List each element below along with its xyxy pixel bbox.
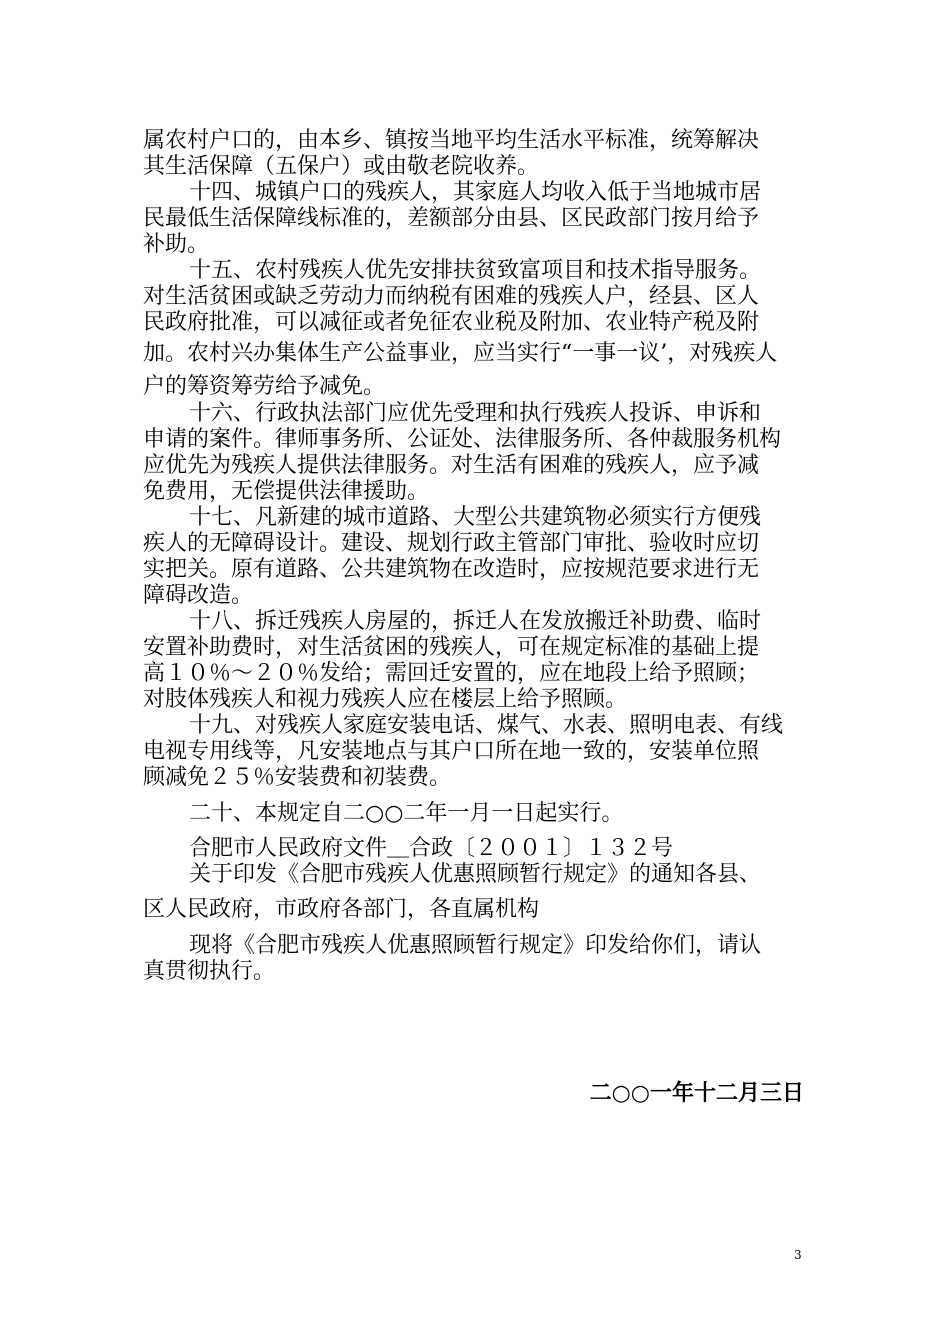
text-line: 对生活贫困或缺乏劳动力而纳税有困难的残疾人户，经县、区人	[143, 284, 760, 309]
paragraph-16-start: 十六、行政执法部门应优先受理和执行残疾人投诉、申诉和	[189, 401, 762, 426]
paragraph-19-start: 十九、对残疾人家庭安装电话、煤气、水表、照明电表、有线	[189, 713, 784, 738]
text-line: 真贯彻执行。	[143, 959, 276, 984]
text-line: 申请的案件。律师事务所、公证处、法律服务所、各仲裁服务机构	[143, 427, 782, 452]
paragraph-17-start: 十七、凡新建的城市道路、大型公共建筑物必须实行方便残	[189, 505, 762, 530]
paragraph-15-start: 十五、农村残疾人优先安排扶贫致富项目和技术指导服务。	[189, 258, 762, 283]
notice-title-line: 关于印发《合肥市残疾人优惠照顾暂行规定》的通知各县、	[189, 862, 762, 887]
issue-date: 二○○一年十二月三日	[589, 1080, 804, 1106]
text-line: 加。农村兴办集体生产公益事业，应当实行“一事一议’，对残疾人	[143, 341, 778, 366]
text-line: 免费用，无偿提供法律援助。	[143, 479, 430, 504]
paragraph-20: 二十、本规定自二○○二年一月一日起实行。	[189, 801, 624, 826]
paragraph-18-start: 十八、拆迁残疾人房屋的，拆迁人在发放搬迁补助费、临时	[189, 609, 762, 634]
text-line: 安置补助费时，对生活贫困的残疾人，可在规定标准的基础上提	[143, 635, 760, 660]
text-line: 高１０％～２０％发给；需回迁安置的，应在地段上给予照顾；	[143, 661, 760, 686]
text-line: 补助。	[143, 232, 210, 257]
notice-body-start: 现将《合肥市残疾人优惠照顾暂行规定》印发给你们，请认	[189, 933, 762, 958]
text-line: 对肢体残疾人和视力残疾人应在楼层上给予照顾。	[143, 687, 628, 712]
text-line: 民政府批准，可以减征或者免征农业税及附加、农业特产税及附	[143, 310, 760, 335]
recipients-line: 区人民政府，市政府各部门，各直属机构	[143, 897, 540, 922]
text-line: 其生活保障（五保户）或由敬老院收养。	[143, 154, 540, 179]
text-line: 户的筹资筹劳给予减免。	[143, 374, 386, 399]
text-line: 疾人的无障碍设计。建设、规划行政主管部门审批、验收时应切	[143, 531, 760, 556]
text-line: 障碍改造。	[143, 583, 254, 608]
text-line: 顾减免２５％安装费和初装费。	[143, 765, 452, 790]
text-line: 实把关。原有道路、公共建筑物在改造时，应按规范要求进行无	[143, 557, 760, 582]
page-number: 3	[794, 1248, 802, 1262]
document-number-line: 合肥市人民政府文件＿合政〔２００１〕１３２号	[189, 836, 674, 861]
text-line: 民最低生活保障线标准的，差额部分由县、区民政部门按月给予	[143, 206, 760, 231]
text-line: 属农村户口的，由本乡、镇按当地平均生活水平标准，统筹解决	[143, 128, 760, 153]
text-line: 应优先为残疾人提供法律服务。对生活有困难的残疾人，应予减	[143, 453, 760, 478]
paragraph-14-start: 十四、城镇户口的残疾人，其家庭人均收入低于当地城市居	[189, 180, 762, 205]
text-line: 电视专用线等，凡安装地点与其户口所在地一致的，安装单位照	[143, 739, 760, 764]
